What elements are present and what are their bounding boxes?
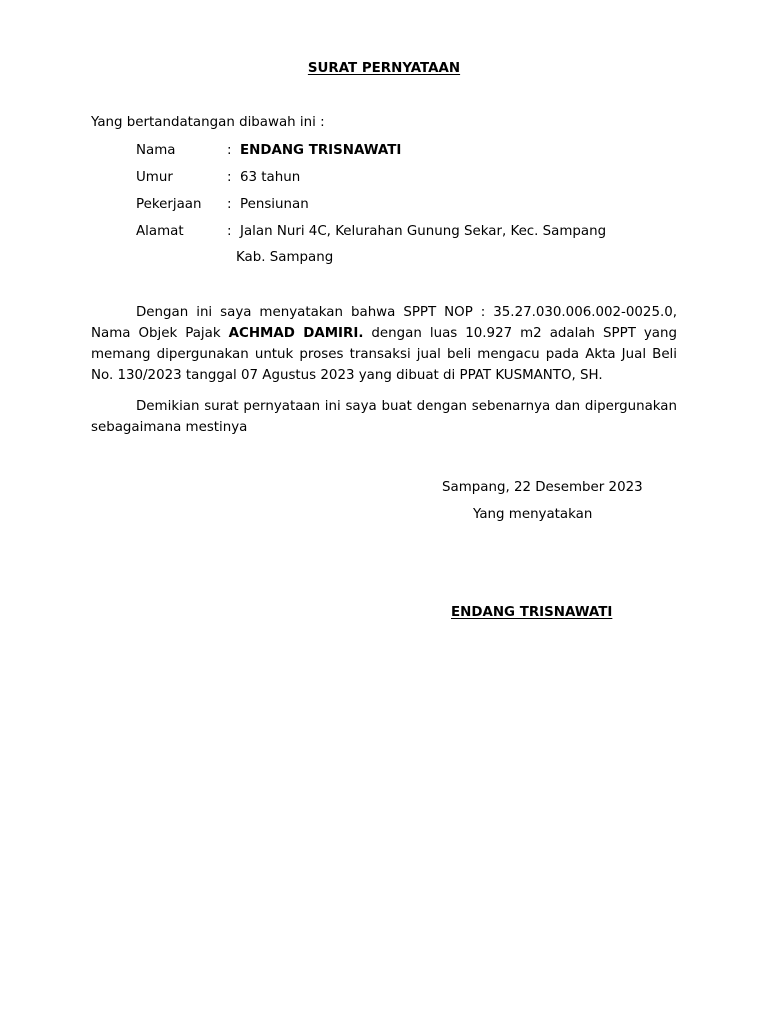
field-value-name: ENDANG TRISNAWATI xyxy=(240,143,402,158)
place-date: Sampang, 22 Desember 2023 xyxy=(442,480,643,495)
field-label-name: Nama xyxy=(136,143,176,158)
statement-text-part1: Dengan ini saya menyatakan bahwa SPPT NOP : 35.27.030.006.002-0025.0, Nama Objek Pajak xyxy=(91,305,677,341)
address-line-2: Kab. Sampang xyxy=(236,250,334,265)
signer-name: ENDANG TRISNAWATI xyxy=(451,605,613,620)
field-label-address: Alamat xyxy=(136,224,184,239)
field-row-address xyxy=(136,224,696,240)
field-row-occupation xyxy=(136,197,696,213)
field-value-age: 63 tahun xyxy=(240,170,301,185)
field-value-address: Jalan Nuri 4C, Kelurahan Gunung Sekar, Kec. Sampang xyxy=(240,224,607,239)
field-colon-address: : xyxy=(227,224,232,239)
field-label-occupation: Pekerjaan xyxy=(136,197,202,212)
statement-paragraph xyxy=(91,302,677,386)
declarer-label: Yang menyatakan xyxy=(473,507,593,522)
closing-paragraph: Demikian surat pernyataan ini saya buat dengan sebenarnya dan dipergunakan sebagaimana mestinya xyxy=(91,399,677,435)
tax-object-name: ACHMAD DAMIRI. xyxy=(228,326,364,341)
field-value-occupation: Pensiunan xyxy=(240,197,309,212)
statement-text-part2: dengan luas 10.927 m2 adalah SPPT yang memang dipergunakan untuk proses transaksi jual beli mengacu pada Akta Jual Beli No. 130/2023 tanggal 07 Agustus 2023 yang dibuat di PPAT KUSMANTO, SH. xyxy=(91,326,678,383)
field-colon-occupation: : xyxy=(227,197,232,212)
document-title: SURAT PERNYATAAN xyxy=(307,61,461,76)
field-colon-name: : xyxy=(227,143,232,158)
field-row-age xyxy=(136,170,696,186)
field-colon-age: : xyxy=(227,170,232,185)
field-row-name xyxy=(136,143,696,159)
intro-text: Yang bertandatangan dibawah ini : xyxy=(91,115,325,130)
field-label-age: Umur xyxy=(136,170,173,185)
